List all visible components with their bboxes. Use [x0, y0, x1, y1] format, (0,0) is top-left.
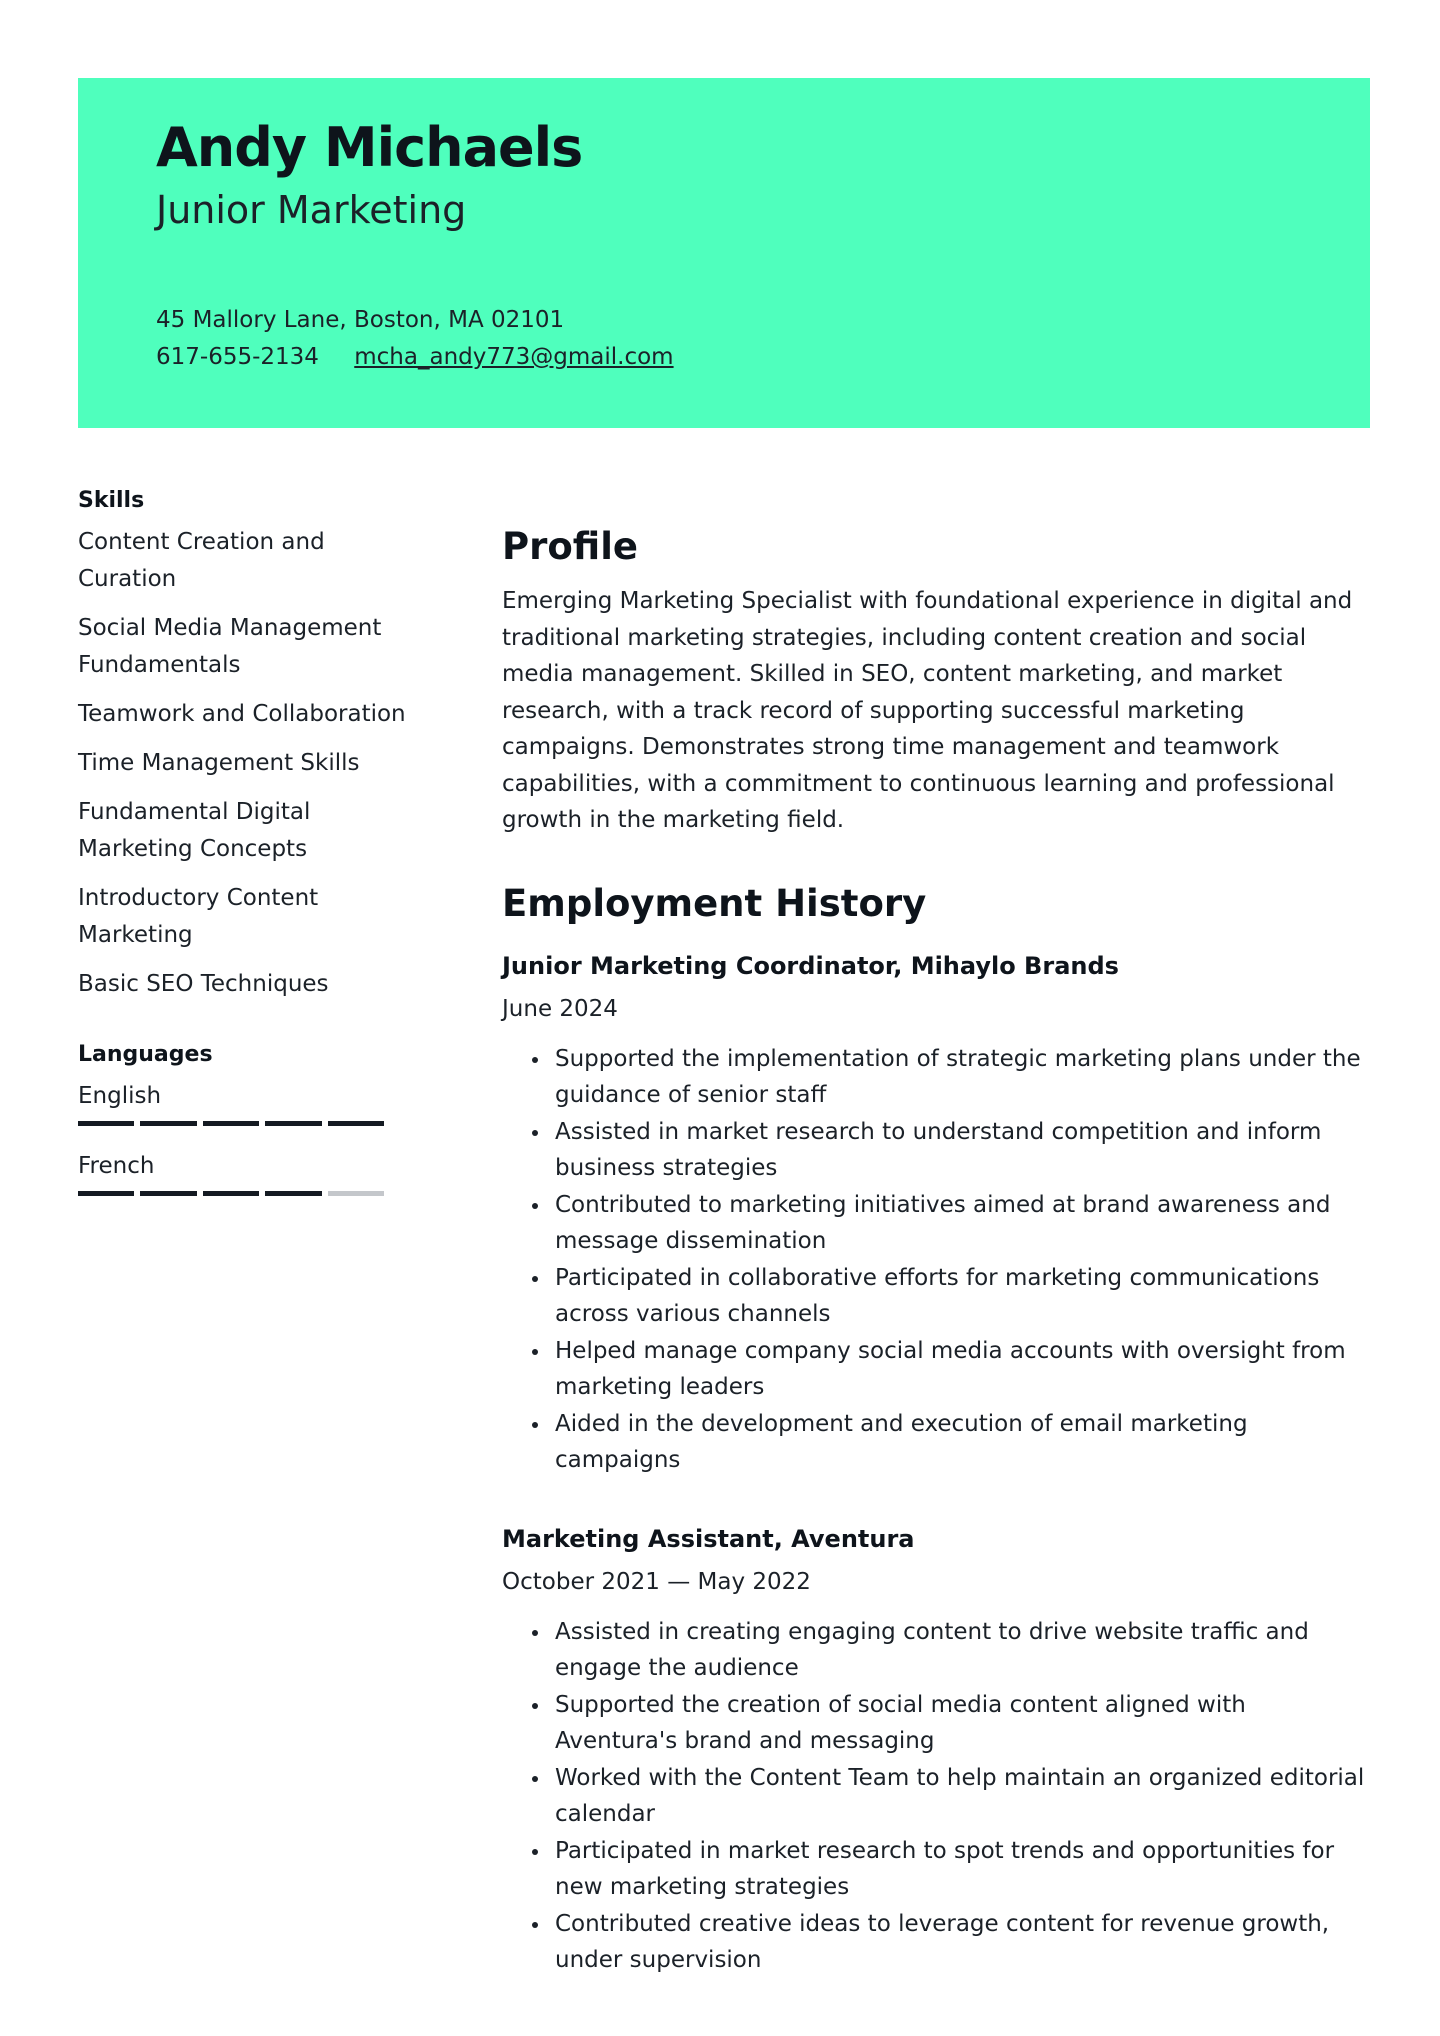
level-segment-filled	[203, 1191, 259, 1196]
header-banner	[78, 78, 1370, 428]
job-dates: October 2021 — May 2022	[502, 1568, 811, 1595]
profile-section	[502, 520, 1370, 839]
job-bullet: Supported the creation of social media content aligned with Aventura's brand and messaging	[502, 1687, 1370, 1760]
skill-item: Teamwork and Collaboration	[78, 701, 406, 727]
language-item	[78, 1148, 408, 1196]
employment-heading: Employment History	[502, 881, 927, 925]
skills-heading: Skills	[78, 488, 145, 513]
level-segment-filled	[265, 1191, 321, 1196]
job-entry	[502, 1519, 1370, 1979]
skill-item: Social Media Management Fundamentals	[78, 615, 382, 678]
job-bullet: Assisted in creating engaging content to drive website traffic and engage the audience	[502, 1614, 1370, 1687]
job-bullet: Worked with the Content Team to help maintain an organized editorial calendar	[502, 1760, 1370, 1833]
level-segment-filled	[78, 1191, 134, 1196]
skill-item: Time Management Skills	[78, 750, 360, 776]
level-segment-filled	[78, 1121, 134, 1126]
level-segment-empty	[328, 1191, 384, 1196]
job-title: Junior Marketing Coordinator, Mihaylo Brands	[502, 951, 1119, 980]
job-bullet: Participated in market research to spot trends and opportunities for new marketing strategies	[502, 1833, 1370, 1906]
language-name: French	[78, 1153, 155, 1179]
candidate-name: Andy Michaels	[156, 116, 583, 179]
skill-item: Fundamental Digital Marketing Concepts	[78, 799, 311, 862]
level-segment-filled	[265, 1121, 321, 1126]
sidebar	[78, 488, 408, 1218]
skills-list	[78, 524, 408, 1003]
skill-item: Content Creation and Curation	[78, 529, 325, 592]
job-dates: June 2024	[502, 995, 618, 1022]
languages-heading: Languages	[78, 1042, 213, 1067]
level-segment-filled	[328, 1121, 384, 1126]
job-entry	[502, 946, 1370, 1479]
skill-item: Introductory Content Marketing	[78, 885, 319, 948]
job-bullet: Contributed creative ideas to leverage content for revenue growth, under supervision	[502, 1906, 1370, 1979]
main-content	[502, 520, 1370, 1979]
job-bullets	[502, 1614, 1370, 1979]
skill-item: Basic SEO Techniques	[78, 971, 329, 997]
candidate-title: Junior Marketing	[156, 188, 467, 232]
employment-section	[502, 877, 1370, 1979]
level-segment-filled	[140, 1121, 196, 1126]
level-segment-filled	[203, 1121, 259, 1126]
email-link[interactable]: mcha_andy773@gmail.com	[354, 344, 674, 370]
job-bullet: Helped manage company social media accounts with oversight from marketing leaders	[502, 1333, 1370, 1406]
job-bullet: Aided in the development and execution of email marketing campaigns	[502, 1406, 1370, 1479]
level-segment-filled	[140, 1191, 196, 1196]
languages-section	[78, 1042, 408, 1196]
job-bullet: Supported the implementation of strategic marketing plans under the guidance of senior staff	[502, 1041, 1370, 1114]
language-level-bar	[78, 1191, 384, 1196]
profile-heading: Profile	[502, 525, 638, 568]
language-name: English	[78, 1083, 162, 1109]
contact-line	[156, 344, 674, 370]
profile-summary: Emerging Marketing Specialist with foundational experience in digital and traditional marketing strategies, including content creation and social media management. Skilled in SEO, content marketing, and market research, with a track record of supporting successful marketing campaigns. Demonstrates strong time management and teamwork capabilities, with a commitment to continuous learning and professional growth in the marketing field.	[502, 588, 1353, 833]
language-level-bar	[78, 1121, 384, 1126]
job-bullet: Contributed to marketing initiatives aimed at brand awareness and message dissemination	[502, 1187, 1370, 1260]
address: 45 Mallory Lane, Boston, MA 02101	[156, 307, 565, 333]
phone-number: 617-655-2134	[156, 344, 319, 370]
job-bullet: Participated in collaborative efforts for marketing communications across various channels	[502, 1260, 1370, 1333]
job-bullet: Assisted in market research to understand competition and inform business strategies	[502, 1114, 1370, 1187]
language-item	[78, 1078, 408, 1126]
job-bullets	[502, 1041, 1370, 1479]
job-title: Marketing Assistant, Aventura	[502, 1524, 915, 1553]
